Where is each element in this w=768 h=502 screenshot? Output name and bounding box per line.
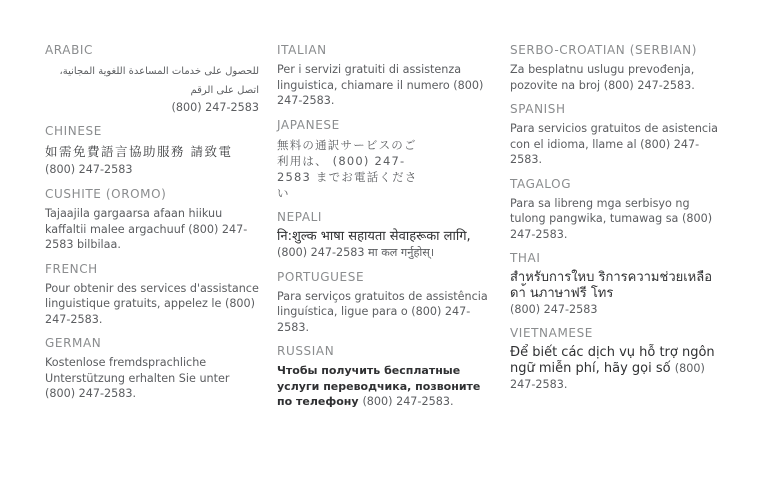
phone-number: (800) 247-2583. [45,297,256,326]
language-section-spanish [510,102,726,168]
language-assistance-text [510,196,726,243]
language-section-nepali [277,210,491,261]
language-heading: CUSHITE (OROMO) [45,187,167,201]
language-heading: NEPALI [277,209,323,224]
language-heading: SPANISH [510,102,566,116]
phone-number: (800) 247-2583 [171,101,259,114]
phone-number: (800) 247-2583 までお電話ください [277,153,418,200]
phone-number: (800) 247-2583 [45,163,133,176]
phone-number: (800) 247-2583. [277,305,471,334]
assistance-message: Za besplatnu uslugu prevođenja, pozovite na broj [510,63,695,92]
language-heading: VIETNAMESE [510,326,593,340]
language-section-arabic [45,43,259,115]
assistance-message: Per i servizi gratuiti di assistenza linguistica, chiamare il numero [277,63,462,92]
language-heading: ITALIAN [277,43,327,57]
language-section-german [45,336,259,402]
phone-number: (800) 247-2583. [510,362,705,391]
assistance-message: Để biết các dịch vụ hỗ trợ ngôn ngữ miễn phí, hãy gọi số [510,345,715,376]
assistance-message: Pour obtenir des services d'assistance linguistique gratuits, appelez le [45,281,259,310]
phone-number: (800) 247-2583 [510,303,598,316]
language-section-japanese [277,118,491,201]
assistance-message: للحصول على خدمات المساعدة اللغوية المجانية، اتصل على الرقم [59,66,259,96]
language-heading: GERMAN [45,336,102,350]
language-section-russian [277,344,491,410]
assistance-message: Tajaajila gargaarsa afaan hiikuu kaffaltii malee argachuuf [45,207,223,236]
language-assistance-text [277,289,491,336]
language-assistance-text [277,62,491,109]
language-assistance-text [510,345,726,393]
language-section-portuguese [277,270,491,336]
column-2 [277,43,491,419]
language-assistance-text [45,143,259,178]
language-heading: RUSSIAN [277,344,335,358]
column-1 [45,43,259,411]
language-assistance-text [510,270,726,317]
language-assistance-text [510,62,726,93]
language-heading: ARABIC [45,43,94,57]
language-heading: TAGALOG [510,176,572,191]
language-heading: CHINESE [45,124,102,138]
assistance-message: 無料の通訳サービスのご利用は、 [277,137,417,168]
language-heading: THAI [510,251,541,265]
language-assistance-text [277,363,491,410]
language-section-chinese [45,124,259,178]
language-section-cushite-oromo [45,187,259,253]
assistance-message: Чтобы получить бесплатные услуги переводчика, позвоните по телефону [277,364,481,408]
column-3 [510,43,726,402]
assistance-message: Para servicios gratuitos de asistencia con el idioma, llame al [510,122,719,151]
language-section-vietnamese [510,326,726,393]
language-heading: PORTUGUESE [277,269,365,284]
phone-number: (800) 247-2583. [510,212,713,241]
language-assistance-text [45,62,259,115]
language-assistance-text [277,137,427,201]
language-section-tagalog [510,177,726,243]
language-assistance-text [45,355,259,402]
language-heading: JAPANESE [277,117,340,132]
phone-number: (800) 247-2583. [510,137,700,166]
language-section-italian [277,43,491,109]
phone-number: (800) 247-2583. [603,78,695,92]
assistance-message: สำหรับการใหบ ริการความช่วยเหลือดา้ นภาษาฟรี โทร [510,270,713,301]
phone-number: (800) 247-2583. [362,395,454,408]
language-assistance-text [45,206,259,253]
phone-number: (800) 247-2583. [277,78,484,107]
language-assistance-text [45,281,259,328]
assistance-message: Para sa libreng mga serbisyo ng tulong pangwika, tumawag sa [510,196,690,225]
language-heading: SERBO-CROATIAN (SERBIAN) [510,43,698,57]
language-heading: FRENCH [45,261,98,276]
language-assistance-text [277,229,491,261]
phone-number: (800) 247-2583 bilbilaa. [45,222,248,251]
phone-number: (800) 247-2583. [45,387,137,400]
language-assistance-text [510,121,726,168]
assistance-message: Kostenlose fremdsprachliche Unterstützung erhalten Sie unter [45,356,230,385]
phone-number: (800) 247-2583 मा कल गर्नुहोस्। [277,245,435,259]
assistance-message: 如需免費語言協助服務 請致電 [45,144,233,159]
assistance-message: नि:शुल्क भाषा सहायता सेवाहरूका लागि, [277,228,471,244]
language-section-french [45,262,259,328]
language-section-thai [510,251,726,317]
language-section-serbo-croatian [510,43,726,93]
assistance-message: Para serviços gratuitos de assistência linguística, ligue para o [277,289,488,318]
